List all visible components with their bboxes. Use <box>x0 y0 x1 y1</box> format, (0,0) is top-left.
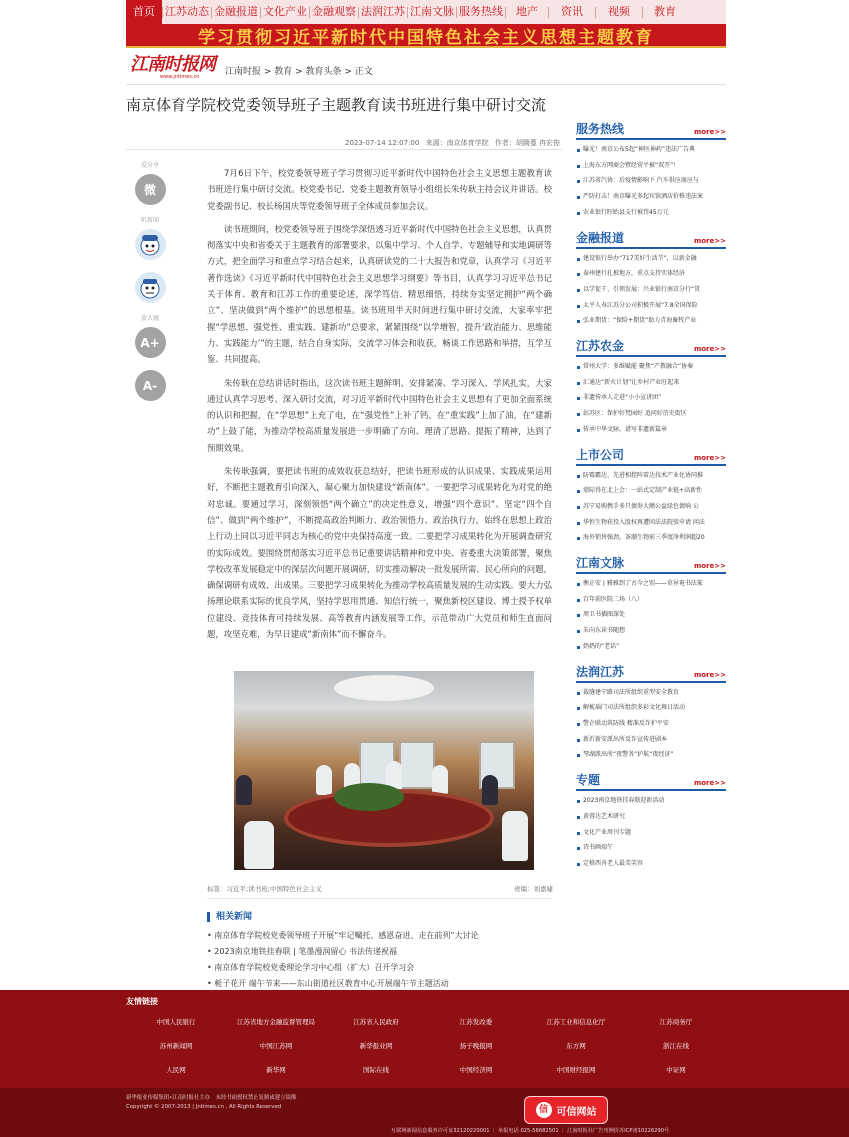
sidebar-link[interactable]: 汇通达“新火计划”让乡村产业旺起来 <box>576 375 726 391</box>
article-paragraph: 读书班期间，校党委领导班子围绕学深悟透习近平新时代中国特色社会主义思想，认真贯彻落实中央和省委关于主题教育的部署要求，以集中学习、个人自学、专题辅导和实地调研等方式，把全面学习和重点学习结合起来，认真研读党的二十大报告和党章，认真学习《习近平著作选读》《习近平新时代中国特色社会主义思想学习纲要》等书目，认真学习习近平总书记关于体育、教育和江苏工作的重要论述，深学笃信、精思细悟，持续夯实坚定拥护“两个确立”、坚决做到“两个维护”的思想根基。读书班用半天时间进行集中研讨交流，大家率牢把握“学思想、强党性、重实践、建新功”总要求，紧紧围绕“以学增智，提升‘政治能力、思维能力、实践能力’”的主题，结合自身实际，交流学习体会和收获，畅谈工作思路和举措，互学互鉴、共同提高。 <box>207 223 552 365</box>
sidebar-section-title[interactable]: 法润江苏 <box>576 664 625 679</box>
sidebar-list <box>576 359 726 438</box>
share-label: 爱分享 <box>140 162 159 169</box>
read-aloud-icon[interactable] <box>135 272 166 303</box>
attendee <box>236 775 252 805</box>
sidebar-link[interactable]: 太平人寿江苏分公司积极开展“7.8全国保险 <box>576 298 726 314</box>
sidebar-section-title[interactable]: 专题 <box>576 773 601 788</box>
nav-item[interactable]: 江苏动态 <box>165 5 209 18</box>
sidebar-section-title[interactable]: 江苏农金 <box>576 339 625 354</box>
sidebar-link[interactable]: 防霉霸达、先进相控阵雷达技术产业化协同推 <box>576 468 726 484</box>
friend-link[interactable]: 新华网 <box>266 1066 286 1074</box>
window <box>399 741 435 789</box>
sidebar-link[interactable]: 衡正安 | 雅雅到了古今之别——莫异奄书法篆 <box>576 576 726 592</box>
sidebar-link[interactable]: 新沂新安派出所反诈宣传进剧本 <box>576 732 726 748</box>
article-paragraph: 朱传耿强调，要把读书班的成效收获总结好，把读书班形成的认识成果、实践成果运用好，不断把主题教育引向深入，凝心聚力加快建设“新南体”。一要把学习成果转化为对党的绝对忠诚。要通过学习，深刻领悟“两个确立”的决定性意义，增强“四个意识”、坚定“四个自信”、做到“两个维护”，不断提高政治判断力、政治领悟力、政治执行力，始终在思想上政治上行动上同以习近平同志为核心的党中央保持高度一致。二要把学习成果转化为开展调查研究的实际成效。要围绕贯彻落实习近平总书记重要讲话精神和党中央、省委重大决策部署，聚焦学校改革发展稳定中的深层次问题开展调研，切实推动解决一批发展所需、民心所向的问题，确保调研有成效、出成果。三要把学习成果转化为推动学校高质量发展的生动实践。要大力弘扬理论联系实际的优良学风，坚持学思用贯通、知信行统一，聚焦新校区建设、博士授予权单位建设、竞技体育可持续发展、高等教育内涵发展等工作，示范带动广大党员和师生直面问题，攻坚克难，为早日建成“新南体”而不懈奋斗。 <box>207 466 552 640</box>
sidebar-link[interactable]: 奶奶的“老话” <box>576 639 726 655</box>
theme-banner <box>126 24 726 48</box>
friend-link[interactable]: 江苏工业和信息化厅 <box>546 1018 606 1026</box>
friend-link[interactable]: 人民网 <box>166 1066 186 1074</box>
sidebar-section <box>576 231 726 330</box>
nav-item[interactable]: 金融观察 <box>312 5 356 18</box>
nav-item[interactable]: 地产 <box>516 5 538 18</box>
related-news-link[interactable]: • 栀子花开 端午节来——东山街道社区教育中心开展端午节主题活动 <box>207 976 552 992</box>
sidebar-section <box>576 665 726 764</box>
article-paragraph: 7月6日下午，校党委领导班子学习贯彻习近平新时代中国特色社会主义思想主题教育读书班进行集中研讨交流。校党委书记、党委主题教育领导小组组长朱传耿主持会议并讲话。校党委副书记、校长杨国庆等党委领导班子全体成员参加会议。 <box>207 168 552 211</box>
friend-link[interactable]: 中国人民银行 <box>156 1018 196 1026</box>
related-news-link[interactable]: • 南京体育学院校党委理论学习中心组（扩大）召开学习会 <box>207 960 552 976</box>
font-label: 放大镜 <box>140 315 159 322</box>
header-divider <box>126 84 726 85</box>
article-meta <box>345 138 564 148</box>
listen-label: 听新闻 <box>140 217 159 224</box>
article-author: 作者：胡腾蔓 冉宏俊 <box>494 139 561 147</box>
sidebar-section-header <box>576 122 726 140</box>
related-news-link[interactable]: • 南京体育学院校党委领导班子开展“牢记嘱托、感恩奋进、走在前列”大讨论 <box>207 928 552 944</box>
copyright-line: 新华报业传媒集团•江南时报社主办 未经书面授权禁止复制或建立镜像 <box>126 1095 297 1101</box>
nav-item[interactable]: 服务热线 <box>459 5 503 18</box>
friend-link[interactable]: 中国财经报网 <box>556 1066 596 1074</box>
wechat-share-icon[interactable] <box>135 174 166 205</box>
zoom-in-glyph: A+ <box>140 335 160 350</box>
sidebar-section <box>576 339 726 438</box>
article-paragraph: 朱传耿在总结讲话时指出，这次读书班主题鲜明、安排紧凑、学习深入、学风扎实，大家通过认真学习思考、深入研讨交流，对习近平新时代中国特色社会主义思想有了更加全面系统的认识和把握，在“学思想”上充了电，在“强党性”上补了钙，在“重实践”上加了油，在“建新功”上鼓了能，为推动学校高质量发展进一步明确了方向、理清了思路、提振了精神，达到了预期效果。 <box>207 377 552 453</box>
friend-link[interactable]: 扬子晚报网 <box>459 1042 493 1050</box>
friend-link[interactable]: 浙江在线 <box>663 1042 689 1050</box>
sidebar-link[interactable]: 泰州建行扎根地方，重点支持实体经济 <box>576 266 726 282</box>
sidebar-link[interactable]: 华恒生物获投入股权再遭问法法院驳申请 问法 <box>576 515 726 531</box>
trust-icon: 信 <box>536 1102 552 1118</box>
friend-links-title: 友情链接 <box>126 997 158 1006</box>
attendee <box>244 821 274 869</box>
meeting-photo <box>234 671 534 870</box>
sidebar-section-header <box>576 339 726 357</box>
article-source: 来源：南京体育学院 <box>425 139 489 147</box>
sidebar-link[interactable]: 曝光！南京公布5起“神医神药”违法广告典 <box>576 142 726 158</box>
more-link[interactable]: more>> <box>693 236 726 245</box>
sidebar-link[interactable]: 文化产业周刊专题 <box>576 825 726 841</box>
sidebar-section-title[interactable]: 上市公司 <box>576 447 625 462</box>
copyright <box>126 1094 296 1112</box>
zoom-out-button[interactable] <box>135 370 166 401</box>
sidebar-list <box>576 142 726 221</box>
friend-link[interactable]: 东方网 <box>566 1042 586 1050</box>
attendee <box>432 765 448 795</box>
attendee <box>502 811 528 861</box>
sidebar-link[interactable]: 站苏区：保护好梵园好 追问好历史街区 <box>576 406 726 422</box>
nav-item[interactable]: 资讯 <box>561 5 583 18</box>
sidebar-link[interactable]: 非遗传承人走进“小小宣讲团” <box>576 390 726 406</box>
breadcrumb[interactable]: 江南时报 > 教育 > 教育头条 > 正文 <box>225 67 373 77</box>
sidebar-list <box>576 793 726 872</box>
table-plant <box>334 783 404 811</box>
sidebar-link[interactable]: 百年前医院二场（八） <box>576 592 726 608</box>
sidebar-section-title[interactable]: 金融报道 <box>576 230 625 245</box>
zoom-in-button[interactable] <box>135 327 166 358</box>
sidebar-link[interactable]: 农业银行盱眙县支行被罚45万元 <box>576 205 726 221</box>
sidebar-section-header <box>576 665 726 683</box>
friend-link[interactable]: 苏州新闻网 <box>159 1042 193 1050</box>
sidebar-link[interactable]: 解梳瑙门司法所组织多彩文化舞日活动 <box>576 700 726 716</box>
top-nav <box>126 0 726 24</box>
more-link[interactable]: more>> <box>693 779 726 788</box>
trust-label: 可信网站 <box>556 1106 597 1118</box>
friend-link[interactable]: 国际在线 <box>363 1066 389 1074</box>
zoom-out-glyph: A- <box>142 378 158 393</box>
nav-item[interactable]: 江南文脉 <box>410 5 454 18</box>
sidebar-section-header <box>576 448 726 466</box>
article-tags: 标签：习近平;读书班;中国特色社会主义 <box>207 885 322 893</box>
attendee <box>316 765 332 795</box>
friend-link[interactable]: 新华报业网 <box>359 1042 393 1050</box>
publish-time: 2023-07-14 12:07:00 <box>345 139 420 147</box>
sidebar-link[interactable]: 诗书画端午 <box>576 840 726 856</box>
logo-title: 江南时报网 <box>130 54 215 75</box>
nav-item[interactable]: 教育 <box>654 5 676 18</box>
sidebar-link[interactable]: 定格西善老人最美笑容 <box>576 856 726 872</box>
sidebar-link[interactable]: 周卫书插图深处 <box>576 607 726 623</box>
more-link[interactable]: more>> <box>693 562 726 571</box>
license-info: 互联网新闻信息服务许可证32120220001 ｜ 举报电话 025-58682501 ｜ 江南时报社广告刊例价苏ICP备10226290号 <box>391 1128 670 1134</box>
friend-link[interactable]: 江苏省人民政府 <box>353 1018 399 1026</box>
related-news-list <box>207 928 552 992</box>
sidebar-link[interactable]: 江苏省汽协：后疫情影响下 汽车供应商应与 <box>576 173 726 189</box>
friend-link[interactable]: 中国江苏网 <box>259 1042 293 1050</box>
trusted-site-badge[interactable] <box>525 1097 607 1123</box>
sidebar-list <box>576 468 726 547</box>
sidebar-section-header <box>576 773 726 791</box>
sidebar-link[interactable]: 裁缝建宁路司法所组织重型安全教育 <box>576 685 726 701</box>
sidebar-list <box>576 251 726 330</box>
sidebar-section-title[interactable]: 服务热线 <box>576 122 625 136</box>
article-title: 南京体育学院校党委领导班子主题教育读书班进行集中研讨交流 <box>126 96 547 114</box>
friend-link[interactable]: 江苏商务厅 <box>659 1018 693 1026</box>
friend-link[interactable]: 江苏省地方金融监督管理局 <box>237 1018 315 1026</box>
site-logo[interactable] <box>130 56 214 80</box>
sidebar-link[interactable]: 朱向东读书随想 <box>576 623 726 639</box>
more-link[interactable]: more>> <box>693 345 726 354</box>
banner-text: 学习贯彻习近平新时代中国特色社会主义思想主题教育 <box>198 27 654 48</box>
sidebar-link[interactable]: 建设银行举办“717美好生活节”，以新金融 <box>576 251 726 267</box>
sidebar-link[interactable]: 琴湖派出所“夜警务”护航“夜经济” <box>576 747 726 763</box>
more-link[interactable]: more>> <box>693 453 726 462</box>
wechat-glyph: 微 <box>143 183 156 197</box>
friend-link[interactable]: 江苏发改委 <box>459 1018 493 1026</box>
related-news-link[interactable]: • 2023南京地铁挂春联 | 笔墨漫润留心 书法传递祝福 <box>207 944 552 960</box>
sidebar-link[interactable]: 严防打击！南京曝光多起宾馆酒店价格违法案 <box>576 189 726 205</box>
sidebar-section <box>576 448 726 547</box>
sidebar-section <box>576 556 726 655</box>
meta-divider <box>126 149 562 150</box>
more-link[interactable]: more>> <box>693 670 726 679</box>
attendee <box>482 775 498 805</box>
sidebar-link[interactable]: 常州大学：多维赋能 聚焦“产教融合”协奏 <box>576 359 726 375</box>
sidebar-section-title[interactable]: 江南文脉 <box>576 556 625 571</box>
friend-link[interactable]: 中证网 <box>666 1066 686 1074</box>
sidebar-link[interactable]: 鼎际得在北上会：一站式定制产业链+高新性 <box>576 483 726 499</box>
listen-news-icon[interactable] <box>135 229 166 260</box>
sidebar-link[interactable]: 黄蓉达艺术研究 <box>576 809 726 825</box>
copyright-line: Copyright © 2007-2013 | Jntimes.cn , All Rights Reserved <box>126 1104 282 1110</box>
article-editor: 责编：刘嘉婕 <box>514 885 553 893</box>
sidebar-link[interactable]: 海外销售强劲，茶潮生物前三季度净利润超20 <box>576 530 726 546</box>
sidebar-link[interactable]: 以学促干、引领发展：兴业银行南京分行“贯 <box>576 282 726 298</box>
nav-item[interactable]: 视频 <box>608 5 630 18</box>
sidebar-link[interactable]: 传承中华文脉，谱写非遗新篇章 <box>576 422 726 438</box>
sidebar-section <box>576 773 726 872</box>
sidebar-list <box>576 685 726 764</box>
sidebar-link[interactable]: 2023南京地铁挂春联迎新活动 <box>576 793 726 809</box>
sidebar-link[interactable]: 上海东方网商会暨经营平被“双开”！ <box>576 158 726 174</box>
sidebar-section-header <box>576 231 726 249</box>
sidebar-list <box>576 576 726 655</box>
sidebar-section-header <box>576 556 726 574</box>
ceiling-light <box>334 675 434 701</box>
friend-links <box>126 1016 726 1077</box>
sidebar <box>576 122 726 882</box>
friend-link[interactable]: 中国经济网 <box>459 1066 493 1074</box>
sidebar-link[interactable]: 警企联动筑防线 精准反诈护平安 <box>576 716 726 732</box>
sidebar-section <box>576 122 726 221</box>
nav-item[interactable]: 文化产业 <box>263 5 307 18</box>
sidebar-link[interactable]: 弘业期货：“保险+期货”助力青海畜牧产业 <box>576 313 726 329</box>
nav-item[interactable]: 金融报道 <box>214 5 258 18</box>
article-body <box>207 165 552 649</box>
nav-item[interactable]: 首页 <box>126 0 162 24</box>
nav-item[interactable]: 法润江苏 <box>361 5 405 18</box>
caption-divider <box>207 898 552 899</box>
share-toolbar <box>132 162 168 413</box>
related-news-heading: 相关新闻 <box>207 912 252 922</box>
more-link[interactable]: more>> <box>693 128 726 136</box>
sidebar-link[interactable]: 苏宁易购携手多只债券大额公益绿色债响 公 <box>576 499 726 515</box>
logo-url: www.jntimes.cn <box>160 74 200 80</box>
